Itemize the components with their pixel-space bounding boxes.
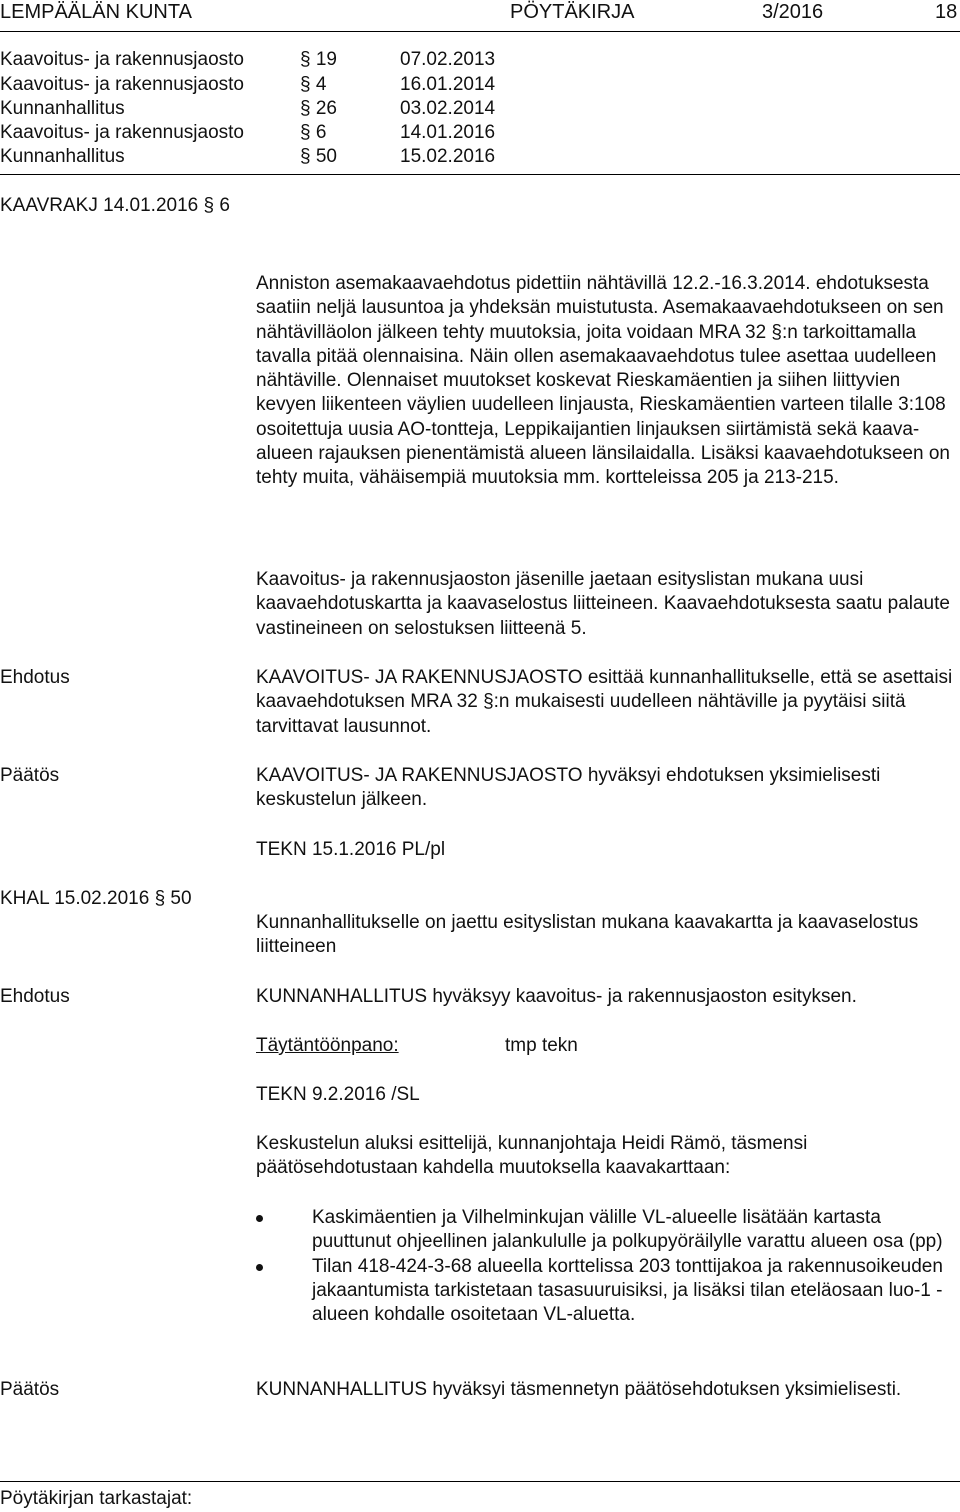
history-section: § 26 <box>300 98 337 119</box>
history-rule <box>0 174 960 175</box>
history-date: 16.01.2014 <box>400 74 496 95</box>
bullet-icon <box>256 1264 263 1271</box>
list-item-text: Kaskimäentien ja Vilhelminkujan välille VL-alueelle lisätään kartasta puuttunut ohjeellinen jalankululle ja polkupyöräilylle varattu alueen osa (pp) <box>312 1207 943 1253</box>
khal-proposal-label: Ehdotus <box>0 986 70 1007</box>
history-section: § 50 <box>300 146 337 167</box>
list-item-text: Tilan 418-424-3-68 alueella korttelissa 203 tonttijakoa ja rakennusoikeuden jakaantumista tarkistetaan tasasuuruisiksi, ja lisäksi tilan eteläosaan luo-1 -alueen kohdalle osoitetaan VL-aluetta. <box>312 1255 943 1326</box>
kaavrakj-members-text: Kaavoitus- ja rakennusjaoston jäsenille jaetaan esityslistan mukana uusi kaavaehdotuskartta ja kaavaselostus liitteineen. Kaavaehdotuksesta saatu palaute vastineineen on selostuksen liitteenä 5. <box>256 569 950 639</box>
footer-rule <box>0 1481 960 1482</box>
document-number: 3/2016 <box>762 1 824 23</box>
execution-label: Täytäntöönpano: <box>256 1035 399 1056</box>
history-body: Kunnanhallitus <box>0 98 125 119</box>
history-date: 15.02.2016 <box>400 146 496 167</box>
change-list <box>256 1206 956 1327</box>
kaavrakj-decision-text: KAAVOITUS- JA RAKENNUSJAOSTO hyväksyi ehdotuksen yksimielisesti keskustelun jälkeen. <box>256 765 881 811</box>
kaavrakj-signature: TEKN 15.1.2016 PL/pl <box>256 839 446 860</box>
page-number: 18 <box>935 1 958 23</box>
kaavrakj-proposal-text: KAAVOITUS- JA RAKENNUSJAOSTO esittää kunnanhallitukselle, että se asettaisi kaavaehdotuksen MRA 32 §:n mukaisesti uudelleen nähtäville ja pyytäisi siitä tarvittavat lausunnot. <box>256 667 953 737</box>
header-rule <box>0 31 960 32</box>
history-body: Kaavoitus- ja rakennusjaosto <box>0 122 244 143</box>
kaavrakj-heading: KAAVRAKJ 14.01.2016 § 6 <box>0 195 230 216</box>
history-section: § 4 <box>300 74 327 95</box>
kaavrakj-intro: Anniston asemakaavaehdotus pidettiin nähtävillä 12.2.-16.3.2014. ehdotuksesta saatiin neljä lausuntoa ja yhdeksän muistutusta. Asemakaavaehdotukseen on sen nähtävilläolon jälkeen tehty muutoksia, joita voidaan MRA 32 §:n tarkoittamalla tavalla pitää olennaisina. Näin ollen asemakaavaehdotus tulee asettaa uudelleen nähtäville. Olennaiset muutokset koskevat Rieskamäentien ja siihen liittyvien kevyen liikenteen väylien uudelleen linjausta, Rieskamäentien varteen tilalle 3:108 osoitettuja uusia AO-tontteja, Leppikaijantien linjauksen siirtämistä sekä kaava-alueen rajauksen pienentämistä alueen länsilaidalla. Lisäksi kaavaehdotukseen on tehty muita, vähäisempiä muutoksia mm. kortteleissa 205 ja 213-215. <box>256 273 950 489</box>
municipality-name: LEMPÄÄLÄN KUNTA <box>0 1 192 23</box>
list-item <box>256 1255 956 1328</box>
reviewers-label: Pöytäkirjan tarkastajat: <box>0 1488 193 1509</box>
execution-value: tmp tekn <box>505 1035 578 1056</box>
khal-intro: Kunnanhallitukselle on jaettu esityslistan mukana kaavakartta ja kaavaselostus liitteineen <box>256 912 919 958</box>
document-type: PÖYTÄKIRJA <box>510 1 635 23</box>
khal-signature: TEKN 9.2.2016 /SL <box>256 1084 420 1105</box>
khal-discussion: Keskustelun aluksi esittelijä, kunnanjohtaja Heidi Rämö, täsmensi päätösehdotustaan kahdella muutoksella kaavakarttaan: <box>256 1133 808 1179</box>
history-body: Kunnanhallitus <box>0 146 125 167</box>
history-date: 03.02.2014 <box>400 98 496 119</box>
kaavrakj-proposal-label: Ehdotus <box>0 667 70 688</box>
khal-decision-label: Päätös <box>0 1379 60 1400</box>
history-date: 14.01.2016 <box>400 122 496 143</box>
khal-decision-text: KUNNANHALLITUS hyväksyi täsmennetyn päätösehdotuksen yksimielisesti. <box>256 1379 902 1400</box>
history-body: Kaavoitus- ja rakennusjaosto <box>0 49 244 70</box>
history-section: § 6 <box>300 122 327 143</box>
history-body: Kaavoitus- ja rakennusjaosto <box>0 74 244 95</box>
history-section: § 19 <box>300 49 337 70</box>
khal-heading: KHAL 15.02.2016 § 50 <box>0 888 192 909</box>
bullet-icon <box>256 1215 263 1222</box>
kaavrakj-decision-label: Päätös <box>0 765 60 786</box>
khal-proposal-text: KUNNANHALLITUS hyväksyy kaavoitus- ja rakennusjaoston esityksen. <box>256 986 857 1007</box>
history-date: 07.02.2013 <box>400 49 496 70</box>
list-item <box>256 1206 956 1255</box>
